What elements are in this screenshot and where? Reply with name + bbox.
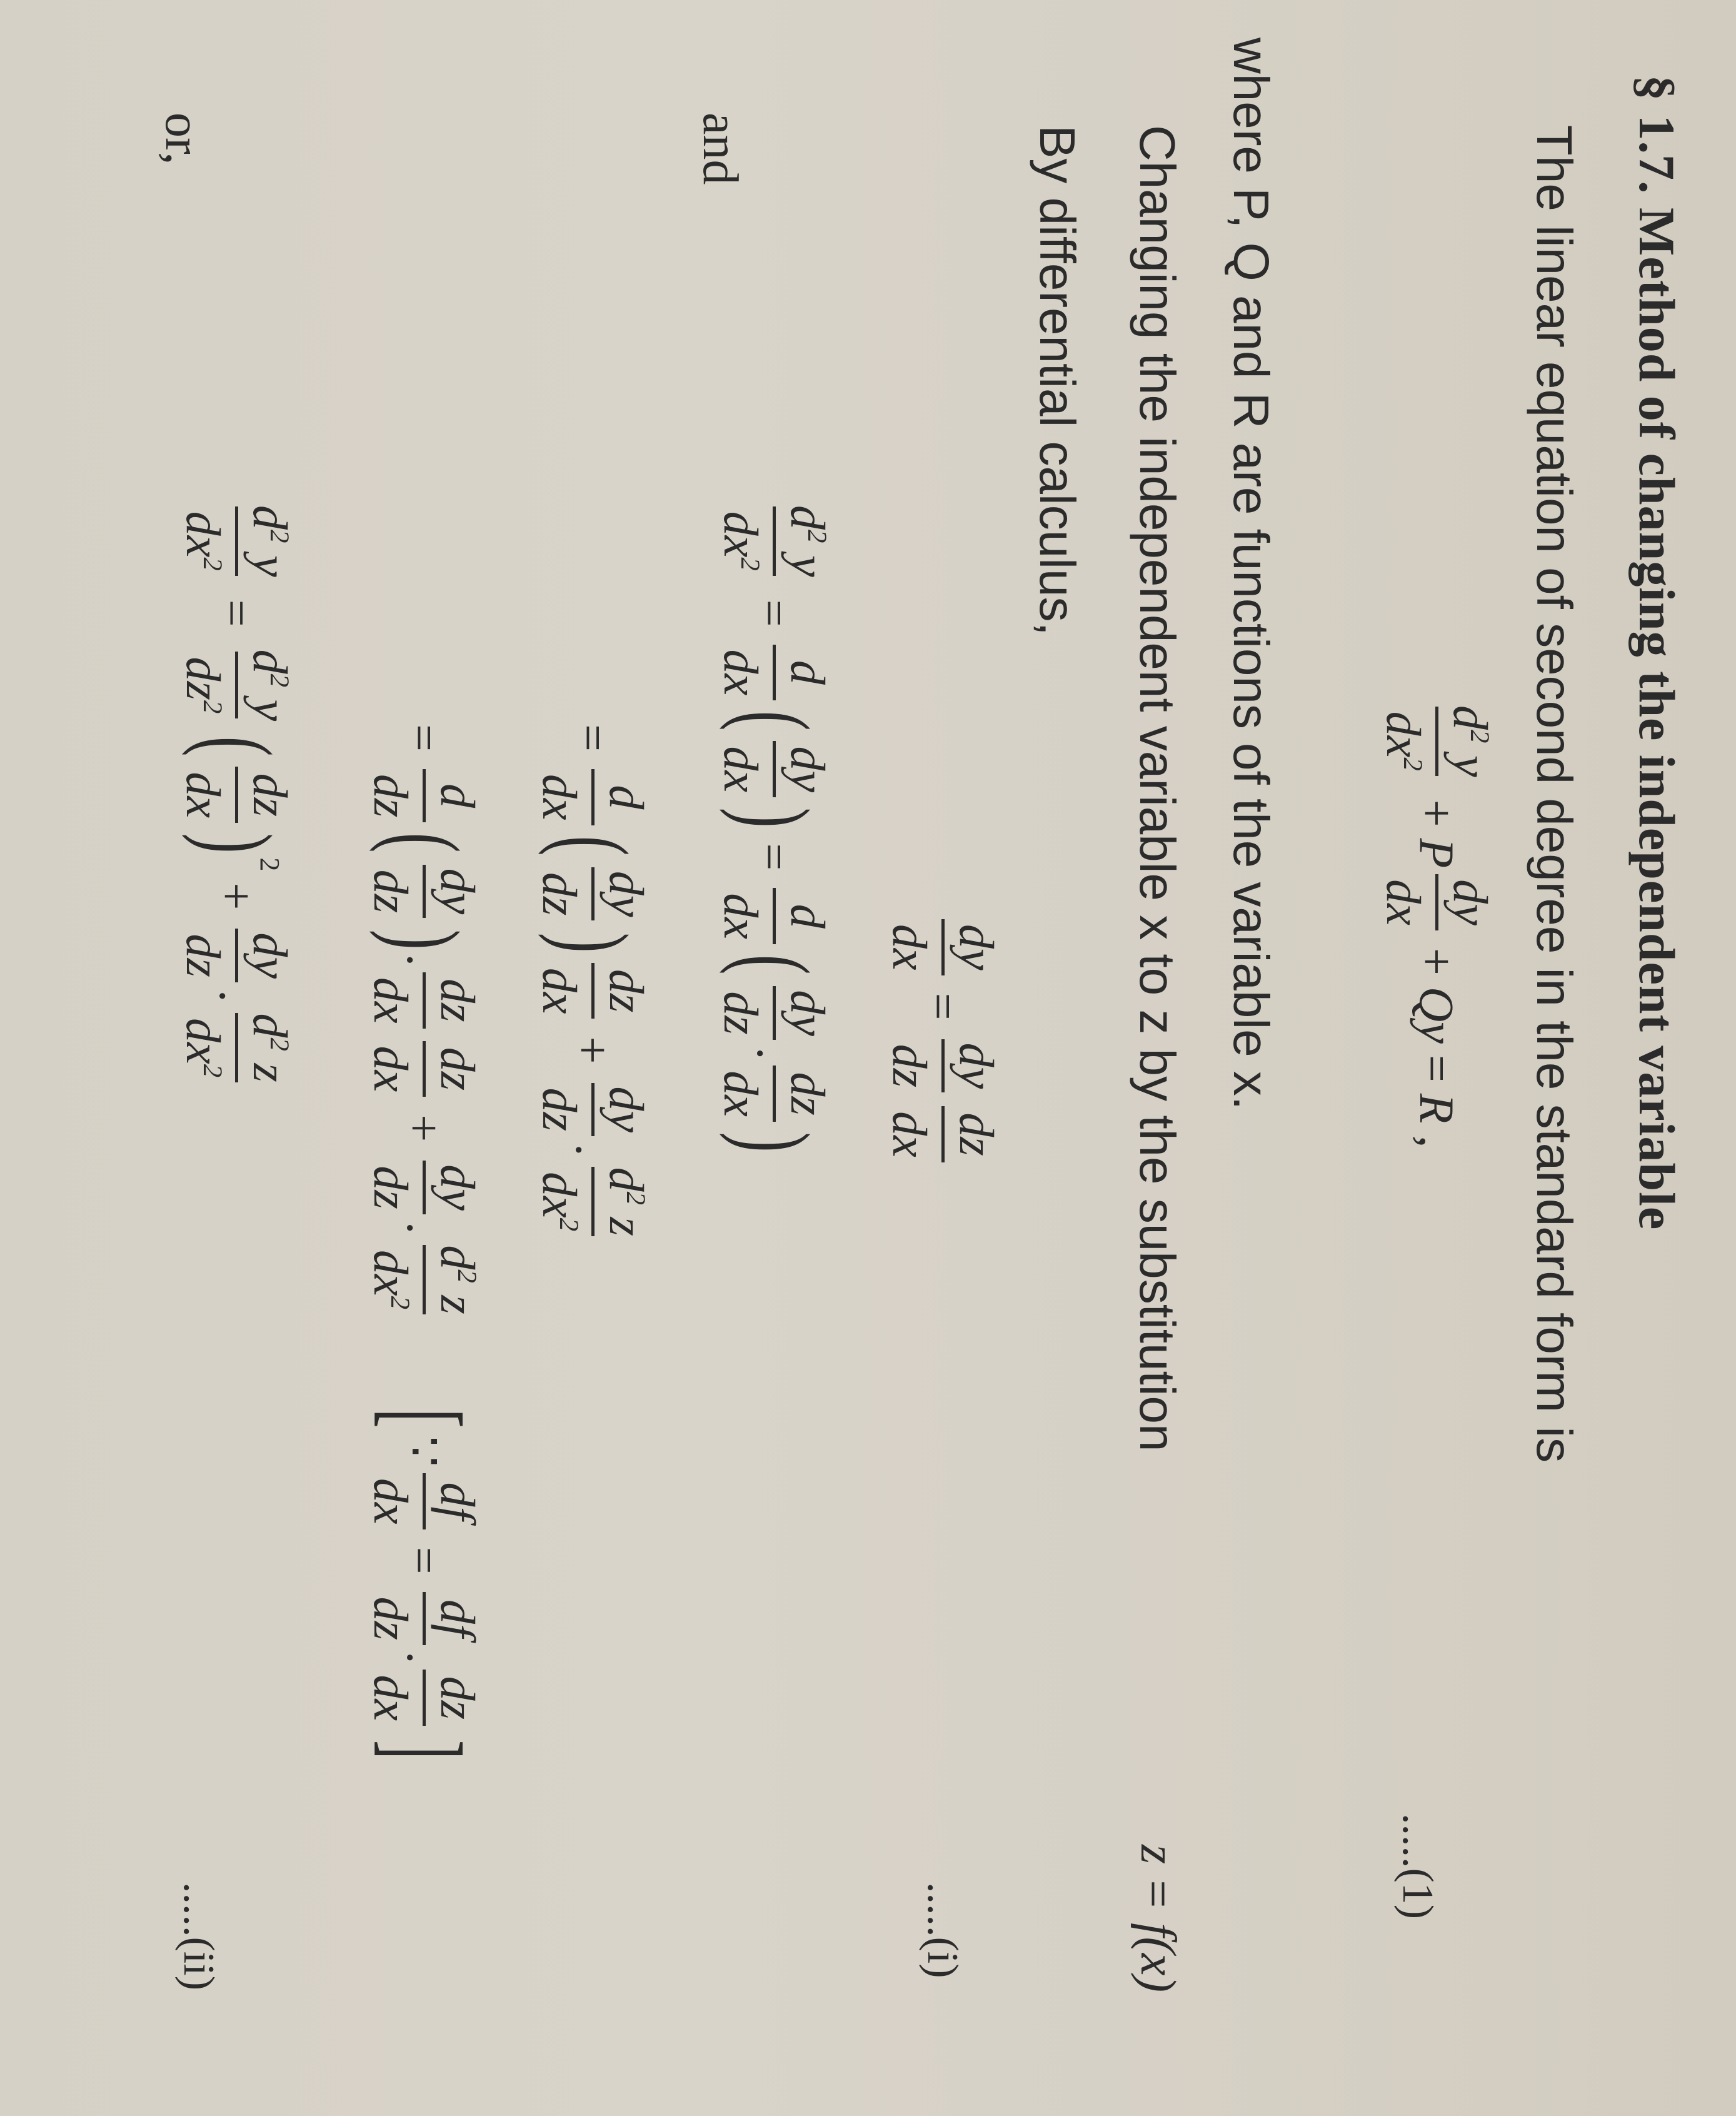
- equation-i-tag: .....(i): [918, 1882, 966, 1978]
- changing-text: Changing the independent variable x to z by the substitution: [1130, 125, 1185, 1452]
- equation-second-derivative: $d^2$ y $dx^2$ = d dx ( dy dx ) = d dx ( dy dz . dz dx ): [714, 505, 835, 1152]
- where-text: where P, Q and R are functions of the variable x.: [1223, 38, 1279, 1111]
- intro-text: The linear equation of second degree in the standard form is: [1527, 125, 1582, 1463]
- equation-ii-tag: .....(ii): [174, 1882, 223, 1991]
- equation-i: dy dx = dy dz dz dx: [881, 913, 1005, 1169]
- substitution-formula: z = f(x): [1130, 1845, 1185, 1993]
- equation-product-rule: = d dx ( dy dz ) dz dx + dy dz . $d^2$ z $dx^2$: [533, 724, 654, 1236]
- calculus-text: By differential calculus,: [1030, 125, 1085, 636]
- and-label: and: [693, 113, 748, 185]
- equation-chain-rule: = d dz ( dy dz ) . dz dx dz dx + dy dz . $d^2$ z $dx^2$ [ ∵ df dx = df dz . dz dx ]: [364, 724, 485, 1760]
- equation-ii: $d^2$ y $dx^2$ = $d^2$ y $dz^2$ ( dz dx ) 2 + dy dz . $d^2$ z $dx^2$: [176, 505, 298, 1082]
- equation-1: $d^2$ y $dx^2$ + P dy dx + Qy = R ,: [1377, 705, 1498, 1148]
- or-label: or,: [155, 113, 210, 165]
- section-heading: § 1.7. Method of changing the independent variable: [1628, 75, 1685, 1231]
- equation-1-tag: .....(1): [1393, 1813, 1442, 1920]
